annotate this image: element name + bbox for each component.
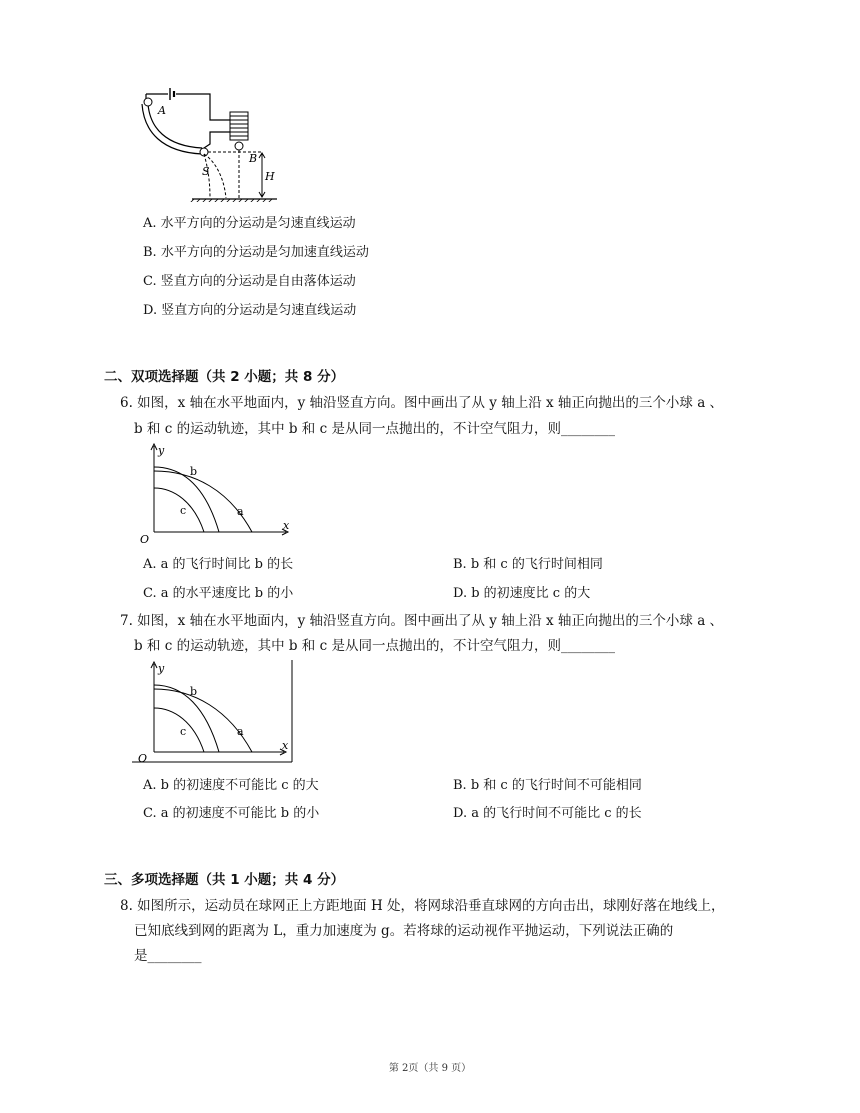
q5-option-d[interactable]: D. 竖直方向的分运动是匀速直线运动 — [143, 303, 357, 318]
q5-label-b: B — [249, 152, 258, 165]
q8-stem-line-3: 是________ — [134, 948, 202, 964]
q5-option-a[interactable]: A. 水平方向的分运动是匀速直线运动 — [143, 216, 356, 231]
q6-stem-line-2: b 和 c 的运动轨迹，其中 b 和 c 是从同一点抛出的，不计空气阻力，则________ — [134, 421, 615, 437]
q7-curve-a-label: a — [237, 725, 244, 738]
q7-curve-c-label: c — [180, 725, 187, 738]
q6-axis-x-label: x — [283, 519, 290, 532]
q5-label-a: A — [158, 104, 166, 117]
section-2-heading: 二、双项选择题（共 2 小题；共 8 分） — [104, 369, 345, 385]
q6-option-a[interactable]: A. a 的飞行时间比 b 的长 — [143, 557, 294, 572]
q5-option-b[interactable]: B. 水平方向的分运动是匀加速直线运动 — [143, 245, 369, 260]
q7-stem-line-2: b 和 c 的运动轨迹，其中 b 和 c 是从同一点抛出的，不计空气阻力，则________ — [134, 638, 615, 654]
q6-option-b[interactable]: B. b 和 c 的飞行时间相同 — [453, 557, 603, 572]
q7-trajectory-figure — [132, 658, 298, 766]
q8-stem-line-1: 8. 如图所示，运动员在球网正上方距地面 H 处，将网球沿垂直球网的方向击出，球刚好落在地线上， — [120, 898, 725, 914]
q6-trajectory-figure — [134, 440, 294, 544]
q8-stem-line-2: 已知底线到网的距离为 L，重力加速度为 g。若将球的运动视作平抛运动，下列说法正确的 — [134, 923, 674, 939]
q6-stem-line-1: 6. 如图，x 轴在水平地面内，y 轴沿竖直方向。图中画出了从 y 轴上沿 x 轴正向抛出的三个小球 a 、 — [120, 395, 724, 411]
q7-option-d[interactable]: D. a 的飞行时间不可能比 c 的长 — [453, 806, 642, 821]
q7-curve-b-label: b — [190, 685, 198, 698]
q6-curve-a-label: a — [237, 505, 244, 518]
q6-axis-y-label: y — [158, 444, 165, 457]
q5-apparatus-figure — [132, 82, 282, 202]
q6-option-d[interactable]: D. b 的初速度比 c 的大 — [453, 586, 591, 601]
q6-curve-c-label: c — [180, 504, 187, 517]
q5-option-c[interactable]: C. 竖直方向的分运动是自由落体运动 — [143, 274, 356, 289]
section-3-heading: 三、多项选择题（共 1 小题；共 4 分） — [104, 872, 345, 888]
q6-origin-label: O — [140, 533, 150, 544]
q5-label-h: H — [265, 170, 275, 183]
q7-axis-x-label: x — [282, 739, 289, 752]
q5-label-s: S — [202, 165, 210, 178]
q7-option-a[interactable]: A. b 的初速度不可能比 c 的大 — [143, 778, 319, 793]
q7-option-c[interactable]: C. a 的初速度不可能比 b 的小 — [143, 806, 320, 821]
q6-option-c[interactable]: C. a 的水平速度比 b 的小 — [143, 586, 294, 601]
q7-stem-line-1: 7. 如图，x 轴在水平地面内，y 轴沿竖直方向。图中画出了从 y 轴上沿 x 轴正向抛出的三个小球 a 、 — [120, 613, 724, 629]
page-footer: 第 2页（共 9 页） — [388, 1063, 472, 1074]
q7-origin-label: O — [138, 752, 148, 765]
q7-option-b[interactable]: B. b 和 c 的飞行时间不可能相同 — [453, 778, 642, 793]
q7-axis-y-label: y — [158, 662, 165, 675]
q6-curve-b-label: b — [190, 465, 198, 478]
